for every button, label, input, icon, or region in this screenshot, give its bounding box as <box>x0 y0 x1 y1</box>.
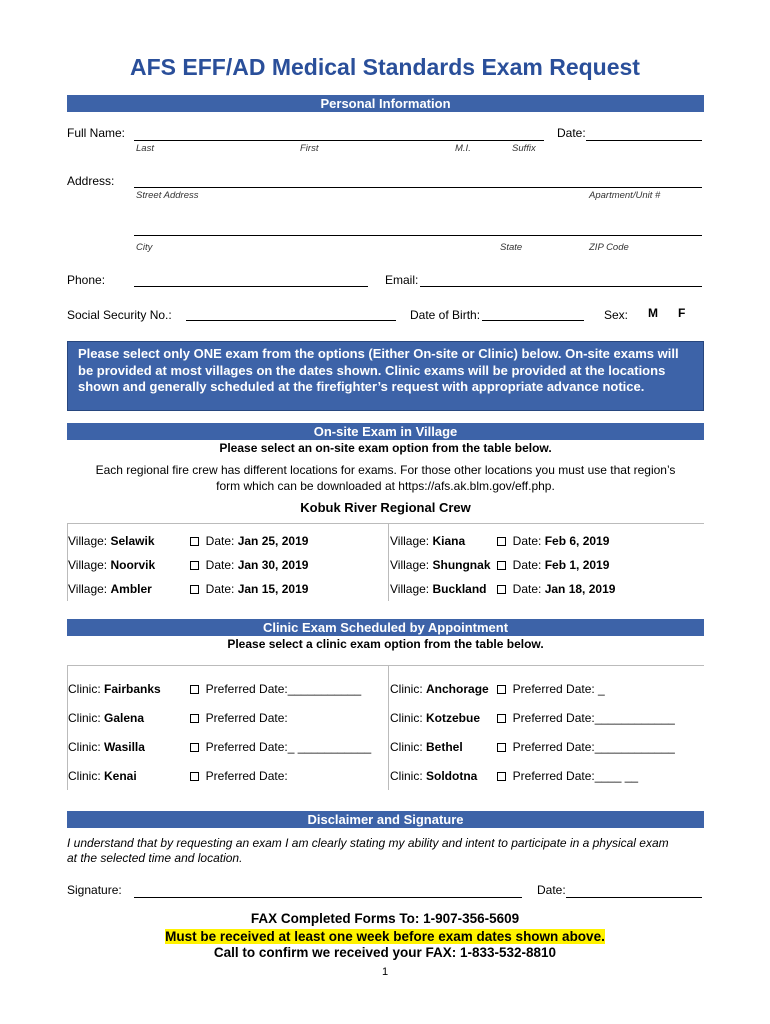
checkbox[interactable] <box>190 714 199 723</box>
crew-title: Kobuk River Regional Crew <box>300 500 471 515</box>
personal-info-header: Personal Information <box>67 95 704 112</box>
sex-option-m[interactable]: M <box>648 306 658 320</box>
sub-apartment: Apartment/Unit # <box>589 190 661 201</box>
onsite-row-2-village-right[interactable]: Village: Shungnak <box>390 558 491 572</box>
onsite-row-2-village[interactable]: Village: Noorvik <box>68 558 156 572</box>
disclaimer-text-line2: at the selected time and location. <box>67 851 243 865</box>
onsite-row-1-village[interactable]: Village: Selawik <box>68 534 155 548</box>
page-number: 1 <box>381 966 389 978</box>
signature-label: Signature: <box>67 883 122 897</box>
checkbox[interactable] <box>497 714 506 723</box>
deadline-notice-wrap <box>0 928 770 946</box>
sex-label: Sex: <box>604 308 629 322</box>
sub-state: State <box>500 242 523 253</box>
clinic-row-4-right[interactable]: Clinic: Soldotna <box>390 769 478 783</box>
signature-date-label: Date: <box>537 883 566 897</box>
clinic-row-1-left-date[interactable]: Preferred Date:___________ <box>190 682 361 696</box>
sub-zip: ZIP Code <box>589 242 629 253</box>
onsite-row-1-village-right[interactable]: Village: Kiana <box>390 534 466 548</box>
onsite-table-divider <box>388 523 389 601</box>
phone-field[interactable] <box>134 286 368 287</box>
onsite-row-2-date[interactable]: Date: Jan 30, 2019 <box>190 558 308 572</box>
onsite-info-line1: Each regional fire crew has different locations for exams. For those other locations you must use that region’s <box>95 463 676 477</box>
onsite-row-3-date-right[interactable]: Date: Jan 18, 2019 <box>497 582 615 596</box>
sub-first: First <box>300 143 319 154</box>
checkbox[interactable] <box>190 561 199 570</box>
disclaimer-header: Disclaimer and Signature <box>67 811 704 828</box>
checkbox[interactable] <box>497 685 506 694</box>
clinic-table-top <box>67 665 704 666</box>
checkbox[interactable] <box>497 772 506 781</box>
address-label: Address: <box>67 174 115 188</box>
clinic-row-3-right[interactable]: Clinic: Bethel <box>390 740 463 754</box>
onsite-row-3-date[interactable]: Date: Jan 15, 2019 <box>190 582 308 596</box>
checkbox[interactable] <box>190 743 199 752</box>
clinic-row-2-left[interactable]: Clinic: Galena <box>68 711 145 725</box>
email-label: Email: <box>385 273 419 287</box>
onsite-row-2-date-right[interactable]: Date: Feb 1, 2019 <box>497 558 609 572</box>
clinic-row-4-left-date[interactable]: Preferred Date: <box>190 769 288 783</box>
sub-mi: M.I. <box>455 143 471 154</box>
checkbox[interactable] <box>190 585 199 594</box>
onsite-row-1-date-right[interactable]: Date: Feb 6, 2019 <box>497 534 609 548</box>
checkbox[interactable] <box>497 537 506 546</box>
checkbox[interactable] <box>190 685 199 694</box>
clinic-row-2-right-date[interactable]: Preferred Date:____________ <box>497 711 675 725</box>
selection-notice: Please select only ONE exam from the options (Either On-site or Clinic) below. On-site exams will be provided at most villages on the dates shown. Clinic exams will be provided at the locations shown and generally scheduled at the firefighter’s request with appropriate advance notice. <box>67 341 704 411</box>
page-title: AFS EFF/AD Medical Standards Exam Request <box>130 54 640 80</box>
disclaimer-text-line1: I understand that by requesting an exam I am clearly stating my ability and intent to participate in a physical exam <box>67 836 669 850</box>
signature-date-field[interactable] <box>566 897 702 898</box>
onsite-row-3-village[interactable]: Village: Ambler <box>68 582 152 596</box>
phone-label: Phone: <box>67 273 106 287</box>
clinic-row-3-left-date[interactable]: Preferred Date:_ ___________ <box>190 740 371 754</box>
onsite-row-1-date[interactable]: Date: Jan 25, 2019 <box>190 534 308 548</box>
onsite-row-3-village-right[interactable]: Village: Buckland <box>390 582 487 596</box>
date-field[interactable] <box>586 140 702 141</box>
date-label: Date: <box>557 126 586 140</box>
clinic-row-3-left[interactable]: Clinic: Wasilla <box>68 740 145 754</box>
email-field[interactable] <box>420 286 702 287</box>
checkbox[interactable] <box>497 585 506 594</box>
clinic-row-1-right-date[interactable]: Preferred Date: _ <box>497 682 605 696</box>
clinic-row-1-right[interactable]: Clinic: Anchorage <box>390 682 489 696</box>
clinic-row-1-left[interactable]: Clinic: Fairbanks <box>68 682 161 696</box>
full-name-label: Full Name: <box>67 126 126 140</box>
call-to-confirm: Call to confirm we received your FAX: 1-833-532-8810 <box>213 945 557 960</box>
onsite-exam-header: On-site Exam in Village <box>67 423 704 440</box>
onsite-instruction: Please select an on-site exam option from the table below. <box>219 441 552 455</box>
sex-option-f[interactable]: F <box>678 306 686 320</box>
clinic-instruction: Please select a clinic exam option from the table below. <box>227 637 544 651</box>
sub-street: Street Address <box>136 190 199 201</box>
clinic-row-2-right[interactable]: Clinic: Kotzebue <box>390 711 481 725</box>
sub-last: Last <box>136 143 154 154</box>
sub-city: City <box>136 242 153 253</box>
sub-suffix: Suffix <box>512 143 536 154</box>
ssn-label: Social Security No.: <box>67 308 172 322</box>
checkbox[interactable] <box>497 561 506 570</box>
checkbox[interactable] <box>190 537 199 546</box>
signature-field[interactable] <box>134 897 522 898</box>
deadline-notice: Must be received at least one week before exam dates shown above. <box>165 929 605 944</box>
full-name-field[interactable] <box>134 140 544 141</box>
ssn-field[interactable] <box>186 320 396 321</box>
onsite-info-line2: form which can be downloaded at https://afs.ak.blm.gov/eff.php. <box>216 479 555 493</box>
clinic-row-4-left[interactable]: Clinic: Kenai <box>68 769 137 783</box>
clinic-row-2-left-date[interactable]: Preferred Date: <box>190 711 288 725</box>
clinic-row-3-right-date[interactable]: Preferred Date:____________ <box>497 740 675 754</box>
clinic-exam-header: Clinic Exam Scheduled by Appointment <box>67 619 704 636</box>
clinic-row-4-right-date[interactable]: Preferred Date:____ __ <box>497 769 638 783</box>
onsite-table-top <box>67 523 704 524</box>
checkbox[interactable] <box>497 743 506 752</box>
street-address-field[interactable] <box>134 187 702 188</box>
dob-field[interactable] <box>482 320 584 321</box>
city-state-zip-field[interactable] <box>134 235 702 236</box>
dob-label: Date of Birth: <box>410 308 481 322</box>
checkbox[interactable] <box>190 772 199 781</box>
clinic-table-divider <box>388 665 389 790</box>
fax-number: FAX Completed Forms To: 1-907-356-5609 <box>250 911 520 926</box>
